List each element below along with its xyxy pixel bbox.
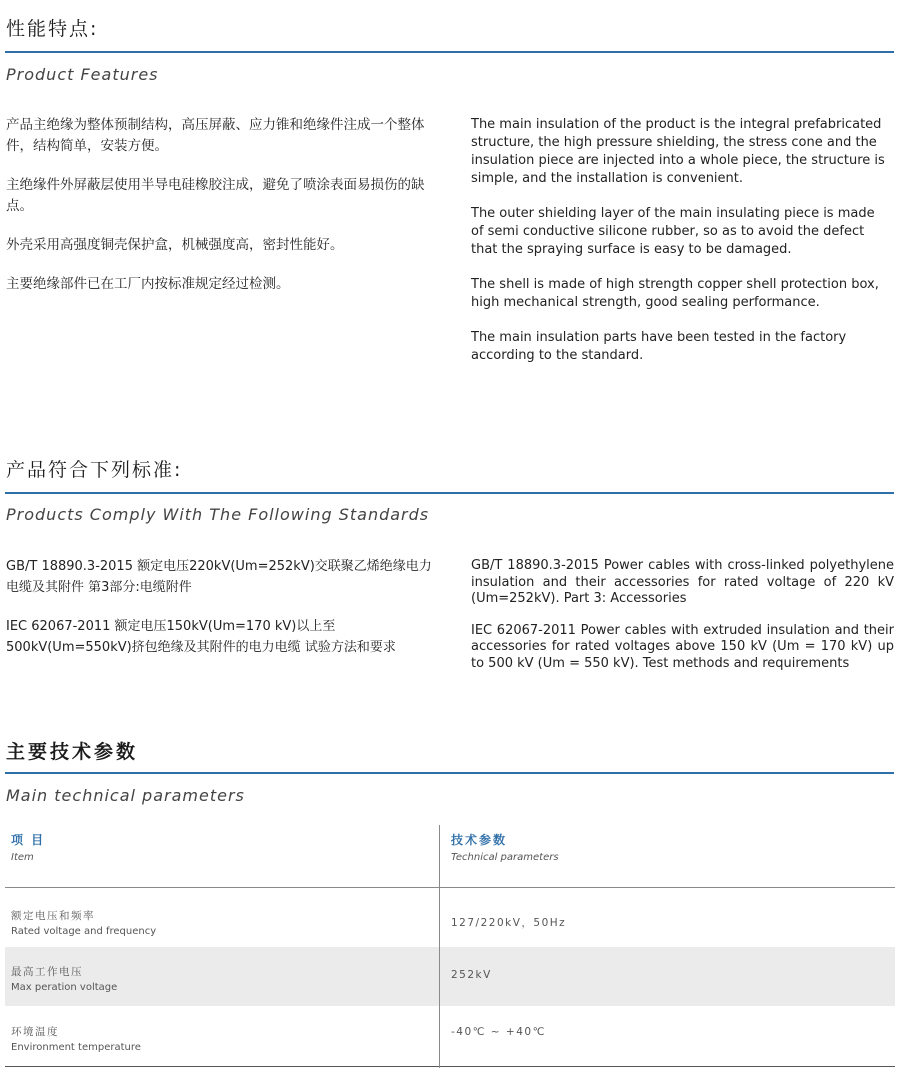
standards-title-en: Products Comply With The Following Standards bbox=[6, 505, 430, 524]
header-item-cell bbox=[11, 831, 45, 863]
header-param-en: Technical parameters bbox=[451, 852, 559, 863]
table-bottom-border bbox=[5, 1066, 895, 1067]
row-item-en: Max peration voltage bbox=[11, 982, 118, 993]
row-item-cn: 最高工作电压 bbox=[11, 966, 83, 978]
standards-divider bbox=[5, 492, 894, 494]
row-item-en: Rated voltage and frequency bbox=[11, 926, 157, 937]
standards-cn-column bbox=[6, 556, 434, 658]
features-cn-paragraph: 主绝缘件外屏蔽层使用半导电硅橡胶注成，避免了喷涂表面易损伤的缺点。 bbox=[6, 177, 425, 214]
features-en-column bbox=[471, 116, 891, 365]
standards-cn-paragraph: GB/T 18890.3-2015 额定电压220kV(Um=252kV)交联聚乙烯绝缘电力电缆及其附件 第3部分:电缆附件 bbox=[6, 559, 432, 595]
row-item-en: Environment temperature bbox=[11, 1042, 141, 1053]
features-en-paragraph: The shell is made of high strength copper shell protection box, high mechanical strength, good sealing performance. bbox=[471, 277, 879, 310]
params-table-header bbox=[5, 825, 895, 887]
params-title-cn: 主要技术参数 bbox=[6, 741, 139, 763]
row-value: 252kV bbox=[451, 969, 492, 981]
row-item-cn: 环境温度 bbox=[11, 1026, 59, 1038]
features-en-paragraph: The main insulation of the product is the integral prefabricated structure, the high pressure shielding, the stress cone and the insulation piece are injected into a whole piece, the structure is simple, and the installation is convenient. bbox=[471, 117, 885, 186]
table-row bbox=[5, 947, 895, 1006]
features-en-paragraph: The outer shielding layer of the main insulating piece is made of semi conductive silicone rubber, so as to avoid the defect that the spraying surface is easy to be damaged. bbox=[471, 206, 875, 257]
row-item-cn: 额定电压和频率 bbox=[11, 910, 95, 922]
features-title-en: Product Features bbox=[6, 65, 159, 84]
params-divider bbox=[5, 772, 894, 774]
row-value: 127/220kV，50Hz bbox=[451, 917, 567, 929]
header-item-en: Item bbox=[11, 852, 34, 863]
standards-cn-paragraph: IEC 62067-2011 额定电压150kV(Um=170 kV)以上至500kV(Um=550kV)挤包绝缘及其附件的电力电缆 试验方法和要求 bbox=[6, 619, 396, 655]
header-param-cell bbox=[451, 831, 559, 863]
table-row bbox=[5, 1006, 895, 1066]
params-title-en: Main technical parameters bbox=[6, 786, 245, 805]
features-cn-paragraph: 外壳采用高强度铜壳保护盒，机械强度高，密封性能好。 bbox=[6, 237, 344, 253]
table-column-divider bbox=[439, 825, 440, 1068]
features-cn-paragraph: 产品主绝缘为整体预制结构，高压屏蔽、应力锥和绝缘件注成一个整体件，结构简单，安装方便。 bbox=[6, 117, 425, 154]
header-item-cn: 项 目 bbox=[11, 833, 46, 847]
row-value: -40℃ ~ +40℃ bbox=[451, 1026, 546, 1038]
features-divider bbox=[5, 51, 894, 53]
features-en-paragraph: The main insulation parts have been tested in the factory according to the standard. bbox=[471, 330, 847, 363]
standards-en-paragraph: IEC 62067-2011 Power cables with extruded insulation and their accessories for rated voltages above 150 kV (Um = 170 kV) up to 500 kV (Um = 550 kV). Test methods and requirements bbox=[471, 622, 894, 671]
features-cn-paragraph: 主要绝缘部件已在工厂内按标准规定经过检测。 bbox=[6, 276, 290, 292]
features-cn-column bbox=[6, 115, 436, 295]
standards-title-cn: 产品符合下列标准: bbox=[6, 459, 183, 481]
params-table bbox=[5, 825, 895, 1068]
table-row bbox=[5, 888, 895, 947]
features-title-cn: 性能特点: bbox=[6, 18, 99, 40]
standards-en-paragraph: GB/T 18890.3-2015 Power cables with cross-linked polyethylene insulation and their accessories for rated voltage of 220 kV (Um=252kV). Part 3: Accessories bbox=[471, 558, 894, 606]
header-param-cn: 技术参数 bbox=[451, 833, 508, 847]
standards-en-column bbox=[471, 558, 894, 672]
